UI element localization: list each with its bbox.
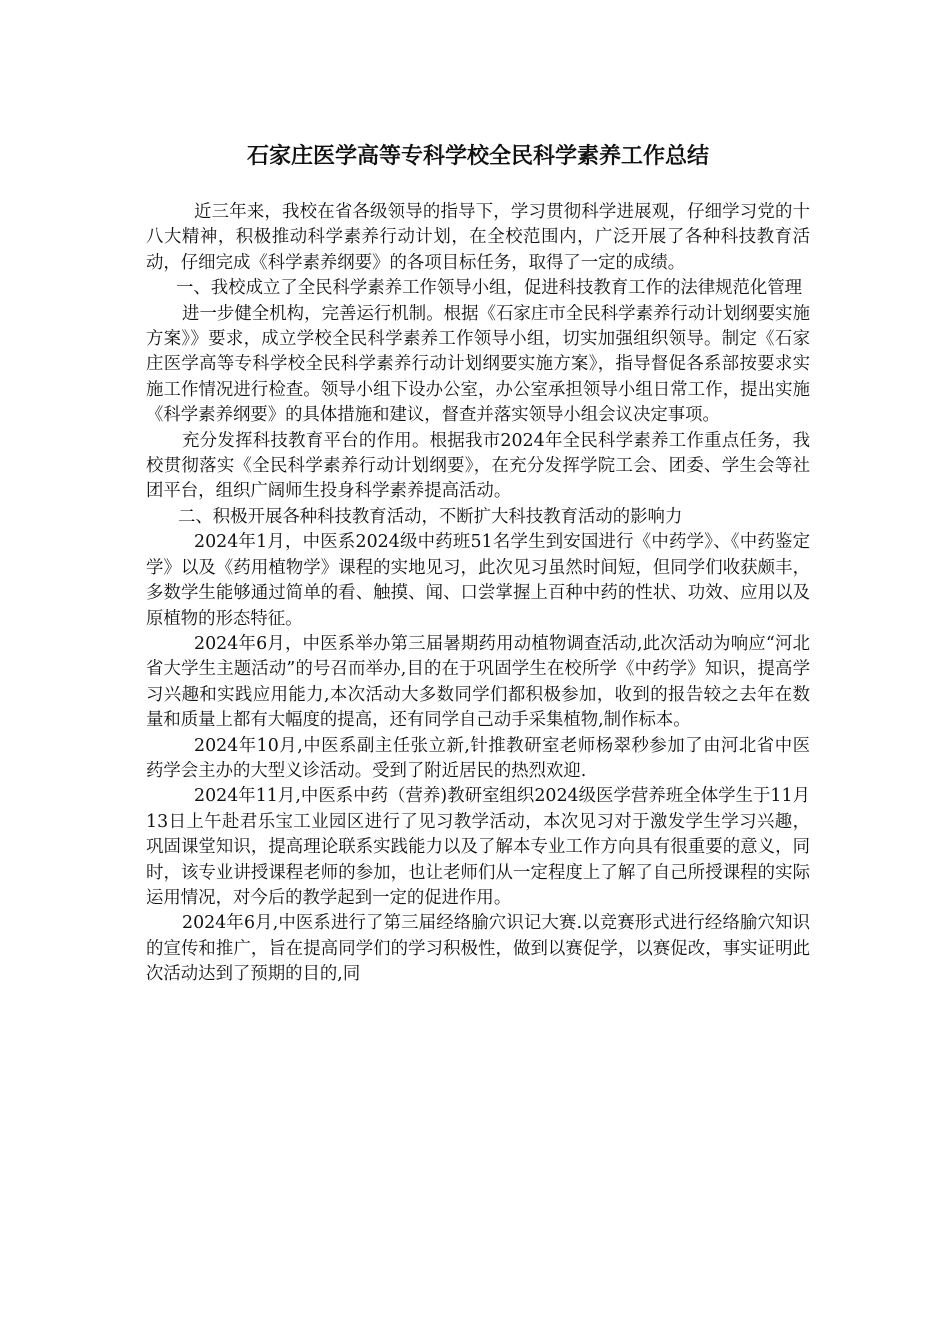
document-page	[146, 140, 810, 988]
paragraph-organization: 进一步健全机构，完善运行机制。根据《石家庄市全民科学素养行动计划纲要实施方案》》要求，成立学校全民科学素养工作领导小组，切实加强组织领导。制定《石家庄医学高等专科学校全民科学素养行动计划纲要实施方案》，指导督促各系部按要求实施工作情况进行检查。领导小组下设办公室，办公室承担领导小组日常工作，提出实施《科学素养纲要》的具体措施和建议，督查并落实领导小组会议决定事项。	[146, 303, 810, 426]
paragraph-jun-2024-contest: 2024年6月,中医系进行了第三届经络腧穴识记大赛.以竞赛形式进行经络腧穴知识的宣传和推广，旨在提高同学们的学习积极性，做到以赛促学，以赛促改，事实证明此次活动达到了预期的目的,同	[146, 913, 810, 985]
paragraph-jun-2024-survey: 2024年6月，中医系举办第三届暑期药用动植物调查活动,此次活动为响应“河北省大学生主题活动”的号召而举办,目的在于巩固学生在校所学《中药学》知识，提高学习兴趣和实践应用能力,本次活动大多数同学们都积极参加，收到的报告较之去年在数量和质量上都有大幅度的提高，还有同学自己动手采集植物,制作标本。	[146, 633, 810, 731]
paragraph-jan-2024: 2024年1月，中医系2024级中药班51名学生到安国进行《中药学》、《中药鉴定学》以及《药用植物学》课程的实地见习，此次见习虽然时间短，但同学们收获颇丰，多数学生能够通过简单的看、触摸、闻、口尝掌握上百种中药的性状、功效、应用以及原植物的形态特征。	[146, 532, 810, 629]
paragraph-platform: 充分发挥科技教育平台的作用。根据我市2024年全民科学素养工作重点任务，我校贯彻落实《全民科学素养行动计划纲要》，在充分发挥学院工会、团委、学生会等社团平台，组织广阔师生投身科学素养提高活动。	[146, 430, 810, 502]
paragraph-intro: 近三年来，我校在省各级领导的指导下，学习贯彻科学进展观，仔细学习党的十八大精神，积极推动科学素养行动计划，在全校范围内，广泛开展了各种科技教育活动，仔细完成《科学素养纲要》的各项目标任务，取得了一定的成绩。	[146, 202, 810, 273]
section-heading-2: 二、积极开展各种科技教育活动，不断扩大科技教育活动的影响力	[178, 506, 683, 527]
document-title: 石家庄医学高等专科学校全民科学素养工作总结	[246, 143, 709, 169]
paragraph-oct-2024: 2024年10月,中医系副主任张立新,针推教研室老师杨翠秒参加了由河北省中医药学会主办的大型义诊活动。受到了附近居民的热烈欢迎.	[146, 735, 810, 781]
section-heading-1: 一、我校成立了全民科学素养工作领导小组，促进科技教育工作的法律规范化管理	[176, 278, 803, 299]
paragraph-nov-2024: 2024年11月,中医系中药（营养)教研室组织2024级医学营养班全体学生于11月13日上午赴君乐宝工业园区进行了见习教学活动，本次见习对于激发学生学习兴趣，巩固课堂知识，提高理论联系实践能力以及了解本专业工作方向具有很重要的意义，同时，该专业讲授课程老师的参加，也让老师们从一定程度上了解了自己所授课程的实际运用情况，对今后的教学起到一定的促进作用。	[146, 786, 810, 908]
